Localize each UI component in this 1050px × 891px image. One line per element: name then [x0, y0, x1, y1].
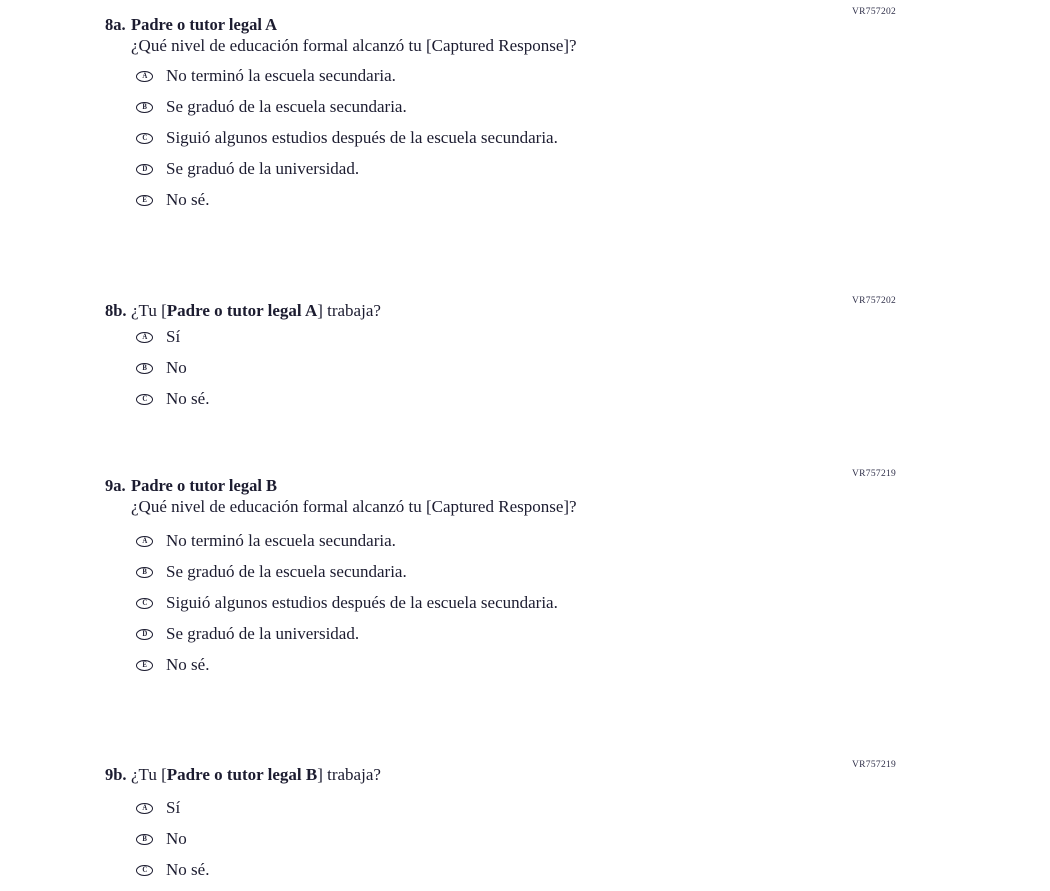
option-label: No sé. — [166, 655, 210, 674]
answer-bubble-e-icon[interactable] — [136, 660, 153, 671]
answer-bubble-b-icon[interactable] — [136, 834, 153, 845]
bubble-letter: B — [142, 363, 147, 372]
answer-bubble-d-icon[interactable] — [136, 629, 153, 640]
option-row-b[interactable] — [136, 97, 577, 117]
option-label: Se graduó de la universidad. — [166, 624, 360, 643]
bubble-letter: C — [142, 394, 147, 403]
question-9a-heading — [105, 475, 577, 496]
question-9b-options — [136, 798, 381, 880]
option-row-a[interactable] — [136, 531, 577, 551]
question-9a-number: 9a. — [105, 476, 126, 495]
option-row-a[interactable] — [136, 66, 577, 86]
answer-bubble-c-icon[interactable] — [136, 865, 153, 876]
answer-bubble-c-icon[interactable] — [136, 394, 153, 405]
form-code-8b: VR757202 — [852, 296, 897, 306]
question-8b-number: 8b. — [105, 301, 127, 320]
option-label: Se graduó de la escuela secundaria. — [166, 97, 407, 116]
bubble-letter: E — [142, 660, 147, 669]
bubble-letter: E — [142, 195, 147, 204]
question-9b — [105, 764, 381, 891]
question-9b-heading — [105, 764, 381, 785]
question-8b — [105, 300, 381, 420]
option-label: No terminó la escuela secundaria. — [166, 531, 396, 550]
option-row-b[interactable] — [136, 562, 577, 582]
bubble-letter: D — [142, 164, 147, 173]
option-row-b[interactable] — [136, 358, 381, 378]
option-label: No sé. — [166, 389, 210, 408]
answer-bubble-d-icon[interactable] — [136, 164, 153, 175]
option-label: Siguió algunos estudios después de la escuela secundaria. — [166, 593, 558, 612]
question-9b-text — [131, 764, 381, 785]
question-9a-text: ¿Qué nivel de educación formal alcanzó tu [Captured Response]? — [131, 497, 577, 516]
option-row-d[interactable] — [136, 159, 577, 179]
option-label: No terminó la escuela secundaria. — [166, 66, 396, 85]
option-label: Se graduó de la escuela secundaria. — [166, 562, 407, 581]
option-row-c[interactable] — [136, 593, 577, 613]
bubble-letter: A — [142, 332, 147, 341]
option-label: No sé. — [166, 860, 210, 879]
option-row-a[interactable] — [136, 327, 381, 347]
option-label: No — [166, 358, 187, 377]
question-8b-text — [131, 300, 381, 321]
question-text-prefix: ¿Tu [ — [131, 765, 167, 784]
question-text-suffix: ] trabaja? — [317, 301, 381, 320]
bubble-letter: A — [142, 536, 147, 545]
form-code-9a: VR757219 — [852, 469, 897, 479]
option-label: Sí — [166, 327, 181, 346]
question-8a-number: 8a. — [105, 15, 126, 34]
bubble-letter: C — [142, 865, 147, 874]
bubble-letter: B — [142, 567, 147, 576]
answer-bubble-a-icon[interactable] — [136, 71, 153, 82]
option-row-e[interactable] — [136, 190, 577, 210]
option-label: Sí — [166, 798, 181, 817]
option-row-c[interactable] — [136, 128, 577, 148]
question-8a — [105, 14, 577, 221]
answer-bubble-b-icon[interactable] — [136, 567, 153, 578]
option-row-d[interactable] — [136, 624, 577, 644]
question-9a-options — [136, 531, 577, 675]
answer-bubble-c-icon[interactable] — [136, 598, 153, 609]
question-8a-text: ¿Qué nivel de educación formal alcanzó tu [Captured Response]? — [131, 36, 577, 55]
question-text-bold: Padre o tutor legal A — [166, 301, 318, 320]
option-label: Se graduó de la universidad. — [166, 159, 360, 178]
option-row-b[interactable] — [136, 829, 381, 849]
question-9a-title: Padre o tutor legal B — [131, 476, 278, 495]
question-8a-title: Padre o tutor legal A — [131, 15, 278, 34]
question-8a-heading — [105, 14, 577, 35]
answer-bubble-b-icon[interactable] — [136, 102, 153, 113]
option-row-e[interactable] — [136, 655, 577, 675]
question-9a — [105, 475, 577, 686]
bubble-letter: D — [142, 629, 147, 638]
bubble-letter: B — [142, 102, 147, 111]
option-label: Siguió algunos estudios después de la escuela secundaria. — [166, 128, 558, 147]
option-row-c[interactable] — [136, 860, 381, 880]
answer-bubble-b-icon[interactable] — [136, 363, 153, 374]
form-code-8a: VR757202 — [852, 7, 897, 17]
question-text-bold: Padre o tutor legal B — [166, 765, 318, 784]
option-label: No sé. — [166, 190, 210, 209]
answer-bubble-e-icon[interactable] — [136, 195, 153, 206]
question-8a-options — [136, 66, 577, 210]
question-8b-options — [136, 327, 381, 409]
question-text-prefix: ¿Tu [ — [131, 301, 167, 320]
answer-bubble-a-icon[interactable] — [136, 332, 153, 343]
question-8b-heading — [105, 300, 381, 321]
option-row-c[interactable] — [136, 389, 381, 409]
bubble-letter: C — [142, 133, 147, 142]
form-code-9b: VR757219 — [852, 760, 897, 770]
question-9b-number: 9b. — [105, 765, 127, 784]
bubble-letter: A — [142, 71, 147, 80]
question-text-suffix: ] trabaja? — [317, 765, 381, 784]
bubble-letter: B — [142, 834, 147, 843]
option-row-a[interactable] — [136, 798, 381, 818]
bubble-letter: C — [142, 598, 147, 607]
bubble-letter: A — [142, 803, 147, 812]
answer-bubble-a-icon[interactable] — [136, 536, 153, 547]
answer-bubble-c-icon[interactable] — [136, 133, 153, 144]
option-label: No — [166, 829, 187, 848]
answer-bubble-a-icon[interactable] — [136, 803, 153, 814]
